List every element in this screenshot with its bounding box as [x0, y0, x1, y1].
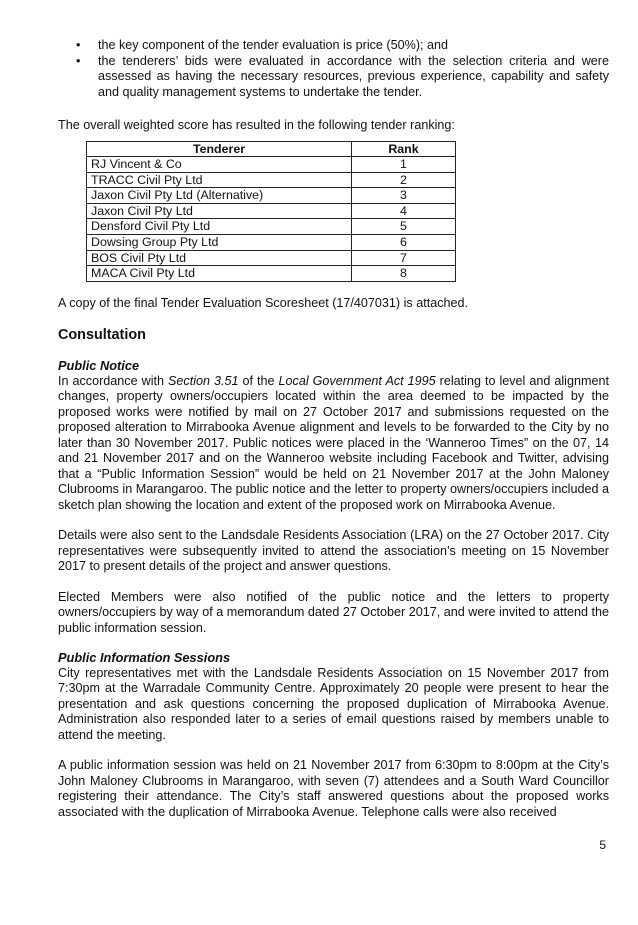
table-row — [87, 188, 456, 204]
table-row — [87, 266, 456, 282]
subheading-public-notice: Public Notice — [58, 358, 140, 374]
table-row — [87, 172, 456, 188]
tender-ranking-table — [86, 141, 456, 282]
scoresheet-note: A copy of the final Tender Evaluation Scoresheet (17/407031) is attached. — [58, 295, 469, 310]
tenderer-cell: BOS Civil Pty Ltd — [87, 250, 352, 266]
rank-cell: 2 — [352, 172, 456, 188]
ranking-intro: The overall weighted score has resulted in the following tender ranking: — [58, 118, 455, 132]
column-header-rank: Rank — [352, 141, 456, 157]
section-heading-consultation: Consultation — [58, 327, 146, 344]
rank-cell: 4 — [352, 203, 456, 219]
bullet-list — [58, 38, 609, 100]
sessions-paragraph-2: A public information session was held on 21 November 2017 from 6:30pm to 8:00pm at the City’s John Maloney Clubrooms in Marangaroo, with seven (7) attendees and a South Ward Councillor registering their attendance. The City’s staff answered questions about the proposed works associated with the duplication of Mirrabooka Avenue. Telephone calls were also received — [58, 758, 609, 819]
bullet-dot-icon: • — [76, 38, 81, 52]
public-notice-paragraph-1: In accordance with Section 3.51 of the Local Government Act 1995 relating to level and alignment changes, property owners/occupiers located within the area deemed to be impacted by the proposed works were notified by mail on 27 October 2017 and submissions requested on the proposed alteration to Mirrabooka Avenue alignment and levels to be forwarded to the City by no later than 30 November 2017. Public notices were placed in the ‘Wanneroo Times” on the 07, 14 and 21 November 2017 and on the Wanneroo website including Facebook and Twitter, advising that a “Public Information Session” would be held on 21 November 2017 at the John Maloney Clubrooms in Marangaroo. The public notice and the letter to property owners/occupiers included a sketch plan showing the location and extent of the proposed work on Mirrabooka Avenue. — [58, 373, 609, 512]
rank-cell: 6 — [352, 235, 456, 251]
table-row — [87, 235, 456, 251]
column-header-tenderer: Tenderer — [87, 141, 352, 157]
tenderer-cell: RJ Vincent & Co — [87, 157, 352, 173]
rank-cell: 8 — [352, 266, 456, 282]
bullet-item: • the key component of the tender evaluation is price (50%); and — [76, 38, 449, 52]
sessions-paragraph-1: City representatives met with the Landsdale Residents Association on 15 November 2017 from 7:30pm at the Warradale Community Centre. Approximately 20 people were present to hear the presentation and ask questions concerning the proposed duplication of Mirrabooka Avenue. Administration also responded later to a series of email questions raised by members unable to attend the meeting. — [58, 665, 609, 742]
bullet-item: • the tenderers’ bids were evaluated in accordance with the selection criteria and were assessed as having the necessary resources, previous experience, capability and safety and quality management systems to undertake the tender. — [76, 53, 609, 99]
tenderer-cell: TRACC Civil Pty Ltd — [87, 172, 352, 188]
subheading-public-information-sessions: Public Information Sessions — [58, 650, 231, 666]
tenderer-cell: Jaxon Civil Pty Ltd — [87, 203, 352, 219]
table-row — [87, 219, 456, 235]
tenderer-cell: MACA Civil Pty Ltd — [87, 266, 352, 282]
tenderer-cell: Dowsing Group Pty Ltd — [87, 235, 352, 251]
table-header-row — [87, 141, 456, 157]
public-notice-paragraph-3: Elected Members were also notified of the public notice and the letters to property owners/occupiers by way of a memorandum dated 27 October 2017, and were invited to attend the public information session. — [58, 589, 609, 635]
rank-cell: 7 — [352, 250, 456, 266]
rank-cell: 1 — [352, 157, 456, 173]
page-number: 5 — [599, 838, 606, 852]
document-page — [58, 38, 609, 820]
rank-cell: 5 — [352, 219, 456, 235]
bullet-dot-icon: • — [76, 53, 81, 68]
public-notice-paragraph-2: Details were also sent to the Landsdale Residents Association (LRA) on the 27 October 2017. City representatives were subsequently invited to attend the association’s meeting on 15 November 2017 to present details of the project and answer questions. — [58, 528, 609, 574]
tenderer-cell: Jaxon Civil Pty Ltd (Alternative) — [87, 188, 352, 204]
tenderer-cell: Densford Civil Pty Ltd — [87, 219, 352, 235]
rank-cell: 3 — [352, 188, 456, 204]
table-row — [87, 250, 456, 266]
table-row — [87, 203, 456, 219]
table-row — [87, 157, 456, 173]
